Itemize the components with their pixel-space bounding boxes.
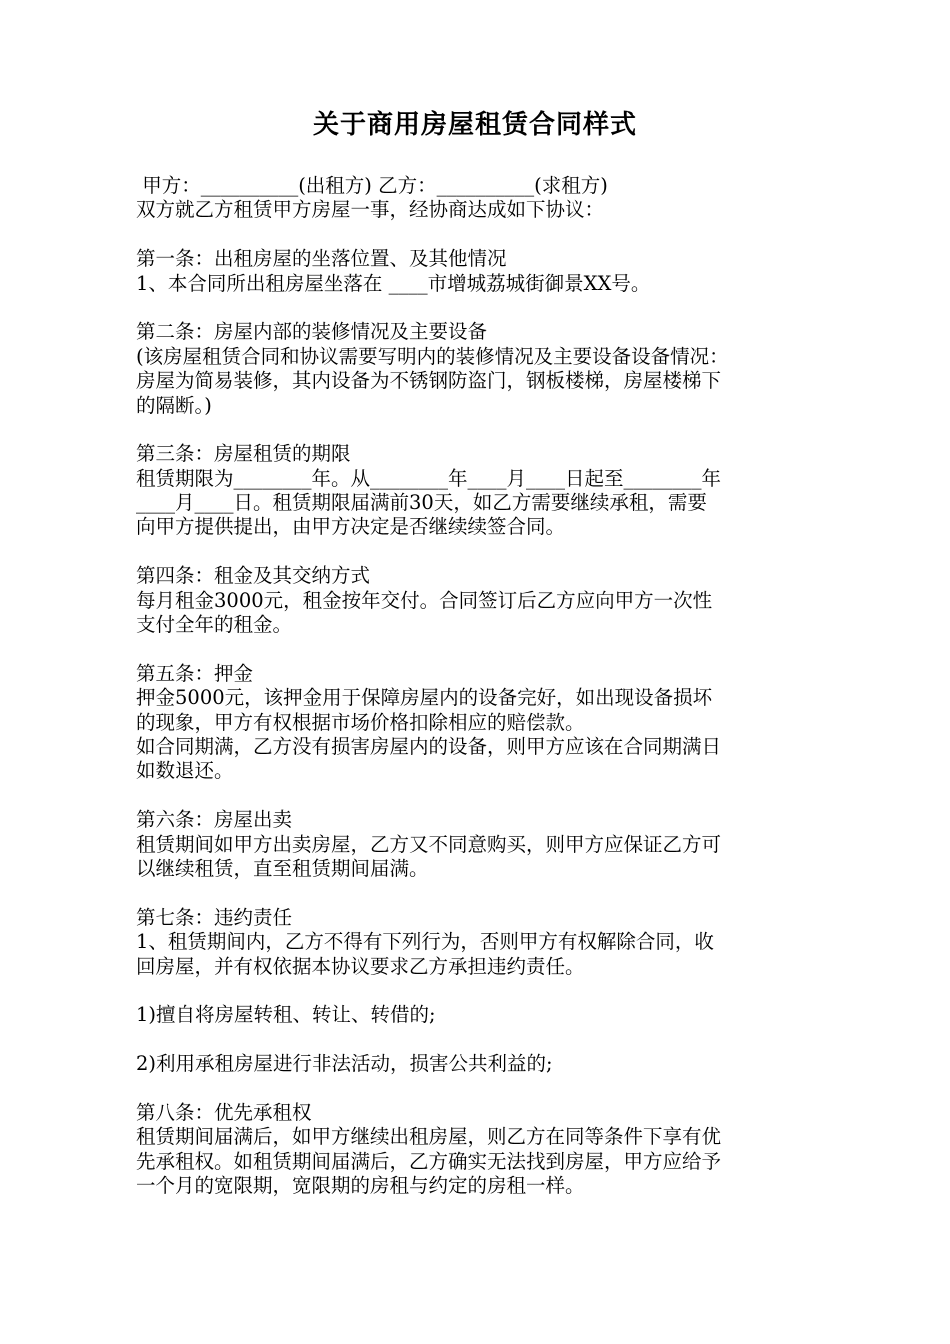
article2-heading: 第二条：房屋内部的装修情况及主要设备	[136, 320, 488, 344]
article5-line: 押金5000元，该押金用于保障房屋内的设备完好，如出现设备损坏	[136, 686, 713, 710]
spacer	[136, 540, 826, 564]
intro-line: 双方就乙方租赁甲方房屋一事，经协商达成如下协议：	[136, 198, 605, 222]
spacer	[136, 784, 826, 808]
article2-line: 的隔断。)	[136, 393, 212, 417]
article6-heading: 第六条：房屋出卖	[136, 808, 293, 832]
article7-heading: 第七条：违约责任	[136, 905, 293, 929]
spacer	[136, 1028, 826, 1052]
article3-heading: 第三条：房屋租赁的期限	[136, 442, 351, 466]
spacer	[136, 881, 826, 905]
parties-line: 甲方：__________(出租方) 乙方：__________(求租方)	[136, 174, 608, 197]
article2-line: (该房屋租赁合同和协议需要写明内的装修情况及主要设备设备情况：	[136, 344, 729, 368]
article7-item: 2)利用承租房屋进行非法活动，损害公共利益的;	[136, 1052, 553, 1076]
article1-line: 1、本合同所出租房屋坐落在 ____市增城荔城街御景XX号。	[136, 271, 651, 295]
article3-line: 租赁期限为________年。从________年____月____日起至________年	[136, 466, 722, 490]
article4-line: 每月租金3000元，租金按年交付。合同签订后乙方应向甲方一次性	[136, 588, 713, 612]
article1-heading: 第一条：出租房屋的坐落位置、及其他情况	[136, 247, 507, 271]
article2-line: 房屋为简易装修，其内设备为不锈钢防盗门，钢板楼梯，房屋楼梯下	[136, 369, 722, 393]
article5-line: 如合同期满，乙方没有损害房屋内的设备，则甲方应该在合同期满日	[136, 734, 722, 758]
article6-line: 租赁期间如甲方出卖房屋，乙方又不同意购买，则甲方应保证乙方可	[136, 832, 722, 856]
article3-line: ____月____日。租赁期限届满前30天，如乙方需要继续承租，需要	[136, 491, 707, 515]
article7-line: 回房屋，并有权依据本协议要求乙方承担违约责任。	[136, 954, 585, 978]
article4-line: 支付全年的租金。	[136, 613, 293, 637]
article4-heading: 第四条：租金及其交纳方式	[136, 564, 371, 588]
article5-line: 的现象，甲方有权根据市场价格扣除相应的赔偿款。	[136, 710, 585, 734]
spacer	[136, 979, 826, 1003]
article7-line: 1、租赁期间内，乙方不得有下列行为，否则甲方有权解除合同，收	[136, 930, 714, 954]
article5-heading: 第五条：押金	[136, 661, 254, 685]
article6-line: 以继续租赁，直至租赁期间届满。	[136, 856, 429, 880]
article3-line: 向甲方提供提出，由甲方决定是否继续续签合同。	[136, 515, 566, 539]
spacer	[136, 418, 826, 442]
document-body	[136, 174, 826, 1198]
article8-line: 租赁期间届满后，如甲方继续出租房屋，则乙方在同等条件下享有优	[136, 1125, 722, 1149]
article8-line: 先承租权。如租赁期间届满后，乙方确实无法找到房屋，甲方应给予	[136, 1149, 722, 1173]
article8-line: 一个月的宽限期，宽限期的房租与约定的房租一样。	[136, 1174, 585, 1198]
article8-heading: 第八条：优先承租权	[136, 1100, 312, 1124]
document-title: 关于商用房屋租赁合同样式	[312, 110, 637, 140]
spacer	[136, 1076, 826, 1100]
article5-line: 如数退还。	[136, 759, 234, 783]
spacer	[136, 637, 826, 661]
article7-item: 1)擅自将房屋转租、转让、转借的;	[136, 1003, 436, 1027]
spacer	[136, 223, 826, 247]
spacer	[136, 296, 826, 320]
